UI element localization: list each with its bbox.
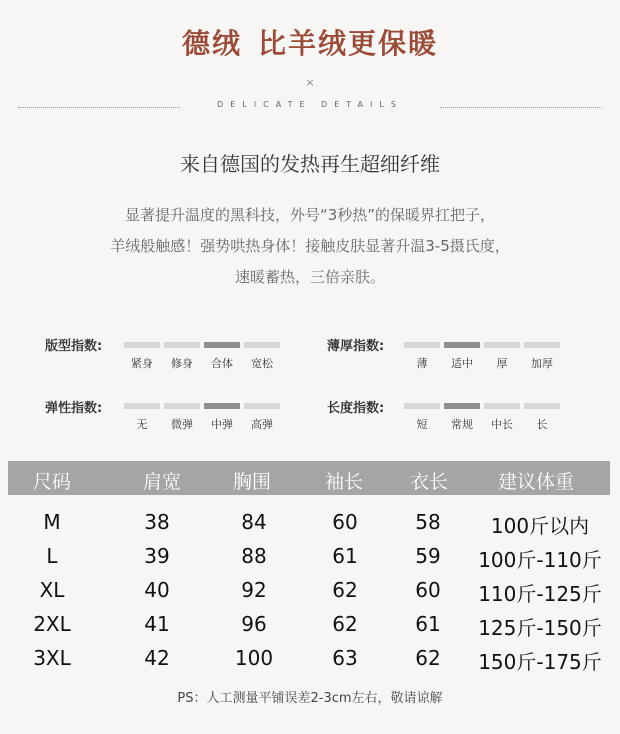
table-cell: 40: [144, 578, 170, 602]
index-scale: [124, 342, 280, 348]
table-cell: M: [43, 510, 61, 534]
table-cell: 125斤-150斤: [478, 616, 602, 640]
table-cell: 88: [241, 544, 267, 568]
index-segment: [244, 403, 280, 409]
table-cell: 42: [144, 646, 170, 670]
index-scale-labels: [404, 416, 560, 432]
table-cell: L: [46, 544, 58, 568]
table-cell: 62: [415, 646, 441, 670]
dotted-divider-right: [440, 107, 602, 108]
index-option-label: 厚: [496, 357, 508, 370]
column-header: 建议体重: [497, 471, 575, 493]
index-option-label: 中长: [491, 418, 513, 431]
index-scale-labels: [124, 355, 280, 371]
table-cell: 39: [144, 544, 170, 568]
index-option-label: 加厚: [531, 357, 553, 370]
table-cell: 96: [241, 612, 267, 636]
index-scale: [124, 403, 280, 409]
table-cell: 59: [415, 544, 441, 568]
table-cell: 38: [144, 510, 170, 534]
table-cell: 92: [241, 578, 267, 602]
index-segment-selected: [444, 403, 480, 409]
index-option-label: 无: [136, 418, 148, 431]
index-option-label: 宽松: [251, 357, 273, 370]
column-header: 袖长: [324, 471, 364, 493]
table-cell: XL: [39, 578, 65, 602]
subtitle: 来自德国的发热再生超细纤维: [180, 152, 440, 176]
column-header: 肩宽: [142, 471, 182, 493]
index-segment: [404, 342, 440, 348]
index-option-label: 高弹: [251, 418, 273, 431]
close-icon: ×: [305, 76, 315, 89]
index-segment: [524, 403, 560, 409]
table-cell: 62: [332, 612, 358, 636]
footnote: PS：人工测量平铺误差2-3cm左右，敬请谅解: [177, 691, 443, 706]
index-option-label: 适中: [451, 357, 473, 370]
table-cell: 150斤-175斤: [478, 650, 602, 674]
table-cell: 2XL: [33, 612, 71, 636]
table-cell: 60: [332, 510, 358, 534]
description-line: 羊绒般触感！强势哄热身体！接触皮肤显著升温3-5摄氏度，: [110, 237, 510, 255]
index-scale-labels: [124, 416, 280, 432]
table-cell: 62: [332, 578, 358, 602]
index-segment: [164, 342, 200, 348]
table-cell: 61: [332, 544, 358, 568]
index-label: 版型指数:: [45, 339, 103, 354]
table-cell: 58: [415, 510, 441, 534]
index-scale: [404, 403, 560, 409]
index-scale-labels: [404, 355, 560, 371]
table-cell: 100: [234, 646, 274, 670]
table-cell: 3XL: [33, 646, 71, 670]
index-option-label: 微弹: [171, 418, 193, 431]
headline: [0, 22, 620, 62]
index-option-label: 紧身: [131, 357, 153, 370]
index-segment: [404, 403, 440, 409]
table-cell: 84: [241, 510, 267, 534]
index-option-label: 短: [416, 418, 428, 431]
index-option-label: 薄: [416, 357, 428, 370]
table-cell: 41: [144, 612, 170, 636]
description: [0, 200, 620, 293]
description-line: 速暖蓄热，三倍亲肤。: [234, 268, 385, 286]
index-segment: [164, 403, 200, 409]
column-header: 衣长: [409, 471, 449, 493]
index-option-label: 合体: [211, 357, 233, 370]
index-segment: [484, 342, 520, 348]
section-label: DELICATE DETAILS: [217, 100, 403, 109]
headline-part2: 比羊绒更保暖: [258, 27, 439, 60]
index-option-label: 常规: [451, 418, 473, 431]
index-scale: [404, 342, 560, 348]
table-cell: 100斤以内: [490, 514, 590, 538]
index-segment: [124, 403, 160, 409]
table-cell: 110斤-125斤: [478, 582, 602, 606]
index-segment: [244, 342, 280, 348]
index-option-label: 中弹: [211, 418, 233, 431]
table-cell: 61: [415, 612, 441, 636]
index-label: 弹性指数:: [45, 401, 103, 416]
table-cell: 63: [332, 646, 358, 670]
index-segment: [124, 342, 160, 348]
description-line: 显著提升温度的黑科技，外号“3秒热”的保暖界扛把子，: [124, 206, 496, 224]
dotted-divider-left: [18, 107, 180, 108]
index-label: 薄厚指数:: [327, 339, 385, 354]
size-table-header: [8, 461, 610, 495]
index-option-label: 修身: [171, 357, 193, 370]
index-segment-selected: [444, 342, 480, 348]
table-cell: 60: [415, 578, 441, 602]
index-segment-selected: [204, 403, 240, 409]
index-segment-selected: [204, 342, 240, 348]
index-segment: [524, 342, 560, 348]
column-header: 胸围: [232, 471, 272, 493]
column-header: 尺码: [32, 471, 72, 493]
headline-part1: 德绒: [181, 27, 242, 60]
table-cell: 100斤-110斤: [478, 548, 602, 572]
index-label: 长度指数:: [327, 401, 385, 416]
index-option-label: 长: [536, 418, 548, 431]
index-segment: [484, 403, 520, 409]
